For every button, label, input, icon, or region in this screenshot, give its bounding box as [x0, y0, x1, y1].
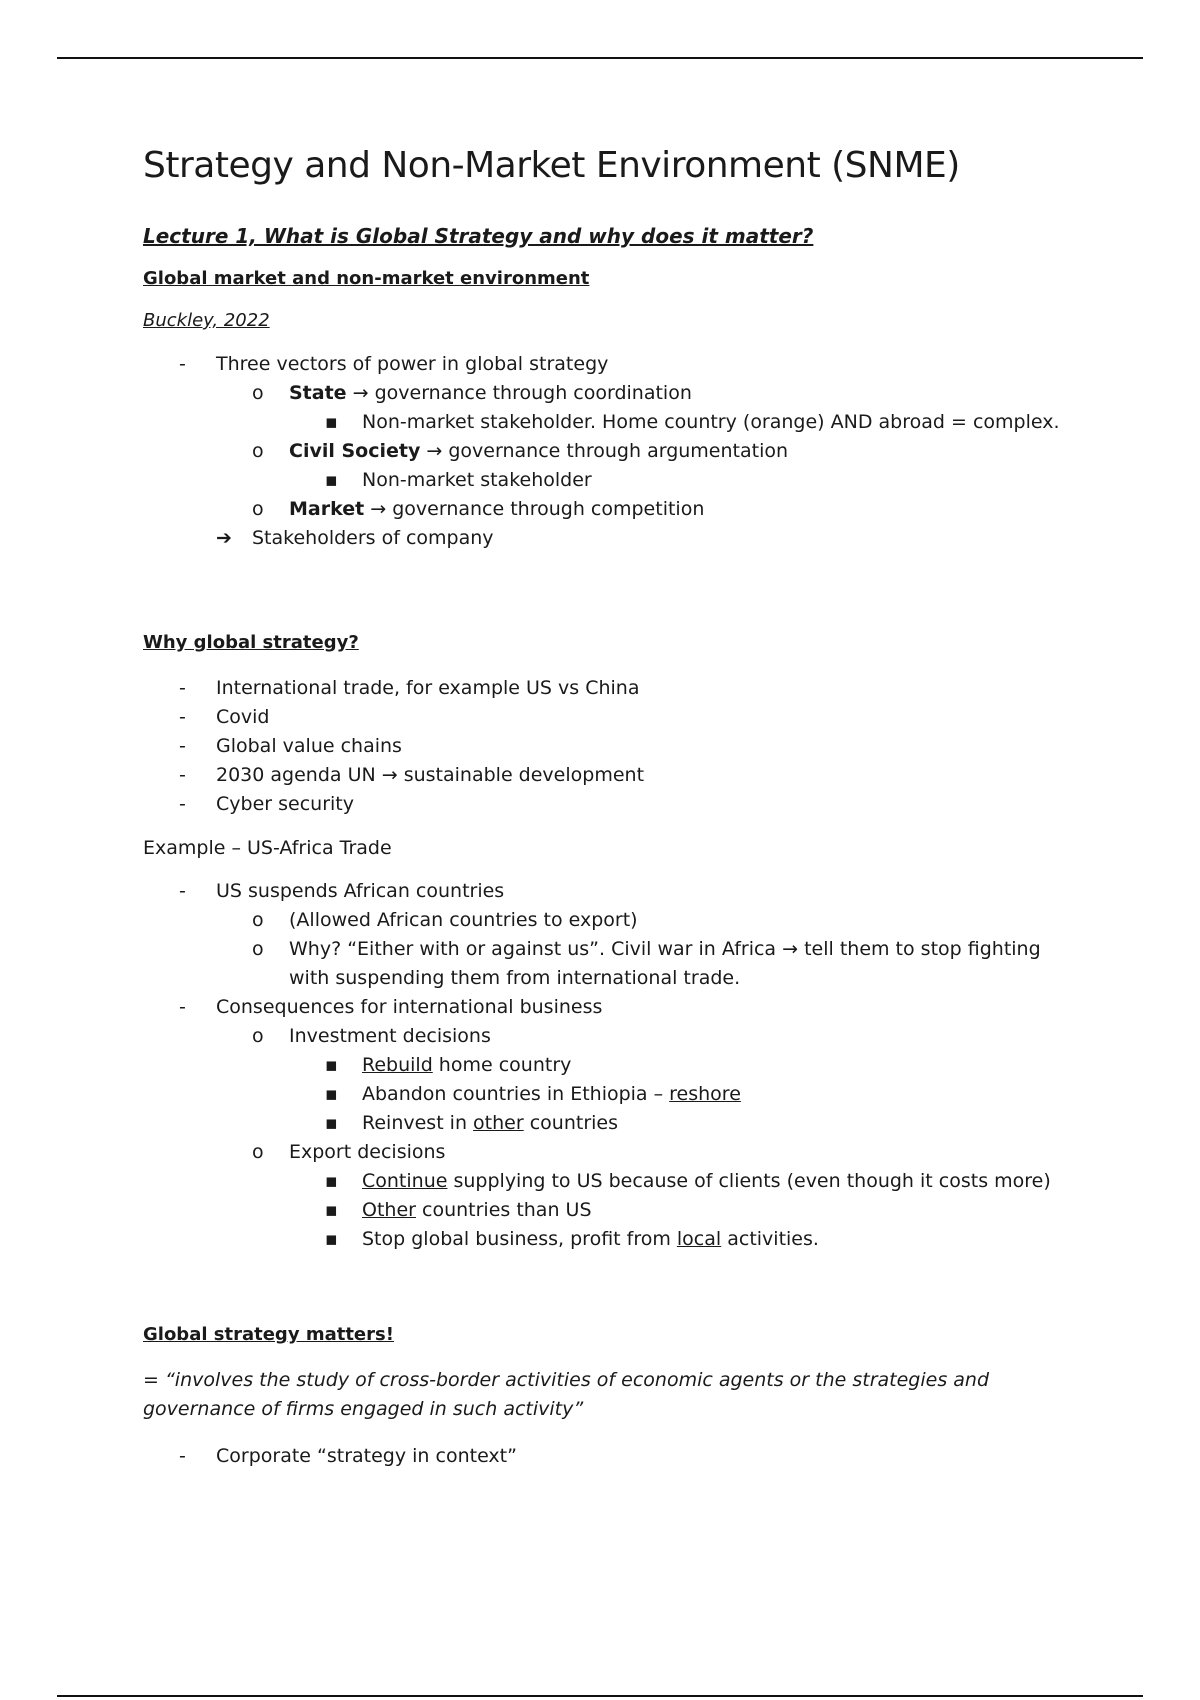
circle-bullet: o	[252, 1025, 264, 1047]
circle-bullet: o	[252, 382, 264, 404]
square-bullet: ▪	[325, 469, 338, 491]
arrow-icon: →	[370, 498, 387, 520]
square-bullet: ▪	[325, 1170, 338, 1192]
square-bullet: ▪	[325, 1054, 338, 1076]
list-item: - Consequences for international business	[143, 993, 1063, 1022]
list-item: - Cyber security	[143, 790, 1063, 819]
arrow-icon: →	[782, 938, 799, 960]
dash-bullet: -	[179, 677, 186, 699]
circle-bullet: o	[252, 1141, 264, 1163]
arrow-icon: →	[381, 764, 398, 786]
list-item: - US suspends African countries	[143, 877, 1063, 906]
circle-bullet: o	[252, 440, 264, 462]
square-bullet: ▪	[325, 1083, 338, 1105]
list-item: o (Allowed African countries to export)	[143, 906, 1063, 935]
dash-bullet: -	[179, 880, 186, 902]
dash-bullet: -	[179, 1445, 186, 1467]
circle-bullet: o	[252, 909, 264, 931]
section-heading-market-environment: Global market and non-market environment	[143, 268, 590, 289]
list-item: o Export decisions	[143, 1138, 1063, 1167]
dash-bullet: -	[179, 996, 186, 1018]
arrow-icon: →	[352, 382, 369, 404]
vectors-list	[143, 350, 1063, 553]
lecture-heading: Lecture 1, What is Global Strategy and why does it matter?	[143, 224, 814, 248]
dash-bullet: -	[179, 764, 186, 786]
matters-list	[143, 1442, 1063, 1471]
list-item: ▪ Other countries than US	[143, 1196, 1063, 1225]
example-label: Example – US-Africa Trade	[143, 837, 392, 859]
document-title: Strategy and Non-Market Environment (SNME)	[143, 145, 960, 186]
dash-bullet: -	[179, 793, 186, 815]
list-item: - Global value chains	[143, 732, 1063, 761]
list-item-market: o Market → governance through competition	[143, 495, 1063, 524]
circle-bullet: o	[252, 938, 264, 960]
document-page	[143, 145, 1063, 1471]
source-citation: Buckley, 2022	[143, 310, 270, 331]
why-list	[143, 674, 1063, 819]
header-rule	[57, 57, 1143, 59]
list-item: ▪ Non-market stakeholder	[143, 466, 1063, 495]
list-item: ▪ Rebuild home country	[143, 1051, 1063, 1080]
list-item-civil-society: o Civil Society → governance through argumentation	[143, 437, 1063, 466]
list-item: - 2030 agenda UN → sustainable development	[143, 761, 1063, 790]
bold-arrow-icon: ➔	[216, 527, 232, 549]
list-item: o Investment decisions	[143, 1022, 1063, 1051]
list-item: ▪ Stop global business, profit from local activities.	[143, 1225, 1063, 1254]
circle-bullet: o	[252, 498, 264, 520]
dash-bullet: -	[179, 353, 186, 375]
square-bullet: ▪	[325, 411, 338, 433]
list-item-state: o State → governance through coordination	[143, 379, 1063, 408]
square-bullet: ▪	[325, 1199, 338, 1221]
list-item: ▪ Continue supplying to US because of clients (even though it costs more)	[143, 1167, 1063, 1196]
conclusion-item: ➔ Stakeholders of company	[143, 524, 1063, 553]
example-list	[143, 877, 1063, 1254]
list-item: ▪ Abandon countries in Ethiopia – reshore	[143, 1080, 1063, 1109]
arrow-icon: →	[426, 440, 443, 462]
dash-bullet: -	[179, 706, 186, 728]
list-item: o Why? “Either with or against us”. Civil war in Africa → tell them to stop fighting with suspending them from international trade.	[143, 935, 1063, 993]
definition-quote: = “involves the study of cross-border activities of economic agents or the strategies and governance of firms engaged in such activity”	[143, 1369, 990, 1420]
section-heading-why-global: Why global strategy?	[143, 632, 359, 653]
list-item: - Corporate “strategy in context”	[143, 1442, 1063, 1471]
dash-bullet: -	[179, 735, 186, 757]
list-item: - Three vectors of power in global strategy	[143, 350, 1063, 379]
square-bullet: ▪	[325, 1228, 338, 1250]
list-item: ▪ Non-market stakeholder. Home country (orange) AND abroad = complex.	[143, 408, 1063, 437]
list-item: - International trade, for example US vs China	[143, 674, 1063, 703]
list-item: - Covid	[143, 703, 1063, 732]
square-bullet: ▪	[325, 1112, 338, 1134]
footer-rule	[57, 1695, 1143, 1697]
section-heading-strategy-matters: Global strategy matters!	[143, 1324, 394, 1345]
list-item: ▪ Reinvest in other countries	[143, 1109, 1063, 1138]
